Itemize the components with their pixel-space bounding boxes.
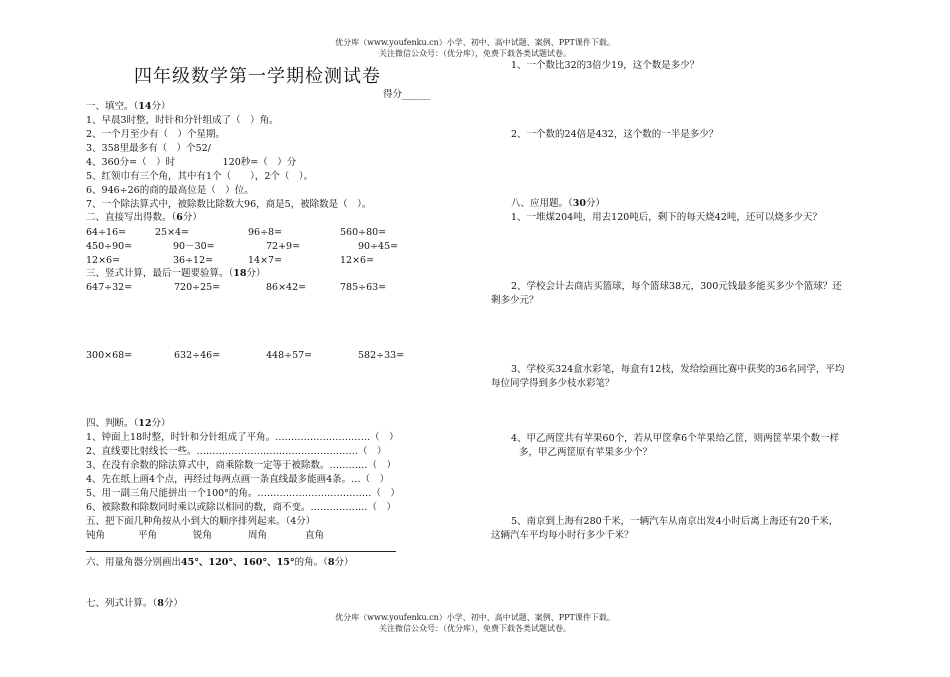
section-1-points: 14 [138, 101, 152, 112]
section-7-heading [86, 598, 183, 610]
word-problem-2-line-2: 剩多少元？ [491, 295, 539, 306]
word-problem-3-line-1: 3、学校买324盒水彩笔，每盒有12枝，发给绘画比赛中获奖的36名同学，平均 [511, 364, 845, 375]
section-4-tail: 分） [151, 418, 171, 429]
section-2-points: 6 [176, 212, 183, 223]
fill-item-1: 1、早晨3时整，时针和分针组成了（ ）角。 [86, 115, 279, 126]
section-6-heading [86, 557, 354, 569]
footer-line-1: 优分库（www.youfenku.cn）小学、初中、高中试题、案例、PPT课件下载。 [335, 613, 615, 622]
section-1-tail: 分） [151, 101, 171, 112]
angle-name: 周角 [248, 530, 268, 541]
fill-item-6: 6、946÷26的商的最高位是（ ）位。 [86, 185, 254, 196]
word-problem-2-line-1: 2、学校会计去商店买篮球，每个篮球38元，300元钱最多能买多少个篮球？还 [511, 281, 842, 292]
list-calc-q1: 1、一个数比32的3倍少19，这个数是多少？ [511, 60, 700, 71]
vertical-calc-cell: 582÷33= [358, 350, 405, 361]
section-7-points: 8 [157, 598, 164, 609]
section-6-points: 8 [327, 557, 335, 568]
vertical-calc-cell: 632÷46= [174, 350, 221, 361]
vertical-calc-cell: 785÷63= [340, 282, 387, 293]
calc-cell: 96÷8= [248, 227, 283, 238]
section-3-points: 18 [233, 268, 247, 279]
section-1-head: 一、填空。（ [86, 101, 139, 112]
section-2-tail: 分） [182, 212, 202, 223]
section-8-points: 30 [572, 198, 586, 209]
calc-cell: 64÷16= [86, 227, 127, 238]
section-7-head: 七、列式计算。（ [86, 598, 158, 609]
vertical-calc-cell: 647÷32= [86, 282, 133, 293]
section-2-head: 二、直接写出得数。（ [86, 212, 177, 223]
judge-item-2: 2、直线要比射线长一些。……………………………………………（ ） [86, 446, 387, 457]
section-3-head: 三、竖式计算，最后一题要验算。（ [86, 268, 234, 279]
list-calc-q2: 2、一个数的24倍是432，这个数的一半是多少？ [511, 129, 719, 140]
fill-item-5: 5、红领巾有三个角，其中有1个（ ），2个（ ）。 [86, 171, 314, 182]
fill-item-2: 2、一个月至少有（ ）个星期。 [86, 129, 226, 140]
calc-cell: 14×7= [248, 255, 283, 266]
calc-cell: 12×6= [86, 255, 121, 266]
angle-name: 直角 [305, 530, 325, 541]
word-problem-4-line-2: 多，甲乙两筐原有苹果多少个？ [519, 447, 653, 458]
judge-item-4: 4、先在纸上画4个点，再经过每两点画一条直线最多能画4条。…（ ） [86, 474, 390, 485]
calc-cell: 25×4= [155, 227, 190, 238]
calc-cell: 90÷45= [358, 241, 399, 252]
judge-item-1: 1、钟面上18时整，时针和分针组成了平角。…………………………（ ） [86, 432, 399, 443]
section-2-heading [86, 212, 202, 224]
judge-item-5: 5、用一副三角尺能拼出一个100°的角。………………………………（ ） [86, 488, 400, 499]
vertical-calc-cell: 86×42= [266, 282, 307, 293]
calc-cell: 90－30= [173, 241, 215, 252]
judge-item-3: 3、在没有余数的除法算式中，商乘除数一定等于被除数。…………（ ） [86, 460, 397, 471]
vertical-calc-cell: 300×68= [86, 350, 133, 361]
section-6-angles: 45°、120°、160°、15° [181, 557, 295, 568]
word-problem-5-line-2: 这辆汽车平均每小时行多少千米？ [491, 530, 634, 541]
section-6-tail: 分） [334, 557, 354, 568]
section-6-pre: 六、用量角器分别画出 [86, 557, 182, 568]
word-problem-4-line-1: 4、甲乙两筐共有苹果60个，若从甲筐拿6个苹果给乙筐，则两筐苹果个数一样 [511, 433, 840, 444]
section-8-tail: 分） [586, 198, 606, 209]
section-3-heading [86, 268, 266, 280]
footer-line-2: 关注微信公众号：（优分库），免费下载各类试题试卷。 [379, 624, 571, 633]
vertical-calc-cell: 720÷25= [174, 282, 221, 293]
angle-name: 锐角 [193, 530, 213, 541]
score-label: 得分______ [383, 89, 431, 100]
calc-cell: 36÷12= [173, 255, 214, 266]
section-6-mid: 的角。（ [294, 557, 328, 568]
judge-item-6: 6、被除数和除数同时乘以或除以相同的数，商不变。………………（ ） [86, 502, 397, 513]
fill-item-7: 7、一个除法算式中，被除数比除数大96，商是5，被除数是（ ）。 [86, 199, 372, 210]
word-problem-1: 1、一堆煤204吨，用去120吨后，剩下的每天烧42吨，还可以烧多少天？ [511, 212, 822, 223]
answer-line [86, 551, 396, 552]
section-8-heading [511, 198, 605, 210]
section-3-tail: 分） [246, 268, 266, 279]
header-line-2: 关注微信公众号：（优分库），免费下载各类试题试卷。 [379, 49, 571, 58]
calc-cell: 12×6= [340, 255, 375, 266]
word-problem-5-line-1: 5、南京到上海有280千米，一辆汽车从南京出发4小时后离上海还有20千米， [511, 516, 839, 527]
angle-name: 平角 [138, 530, 158, 541]
section-4-heading [86, 418, 171, 430]
vertical-calc-cell: 448÷57= [266, 350, 313, 361]
angle-name: 钝角 [86, 530, 106, 541]
section-4-points: 12 [138, 418, 152, 429]
calc-cell: 72+9= [266, 241, 301, 252]
fill-item-3: 3、358里最多有（ ）个52/ [86, 143, 211, 154]
section-1-heading [86, 101, 171, 113]
page-title: 四年级数学第一学期检测试卷 [134, 66, 381, 87]
section-8-head: 八、应用题。（ [511, 198, 573, 209]
calc-cell: 450÷90= [86, 241, 133, 252]
section-5-heading: 五、把下面几种角按从小到大的顺序排列起来。（4分） [86, 516, 316, 527]
calc-cell: 560÷80= [340, 227, 387, 238]
word-problem-3-line-2: 每位同学得到多少枝水彩笔？ [491, 378, 615, 389]
fill-item-4: 4、360分=（ ）时 120秒=（ ）分 [86, 157, 297, 168]
section-7-tail: 分） [163, 598, 183, 609]
section-4-head: 四、判断。（ [86, 418, 139, 429]
header-line-1: 优分库（www.youfenku.cn）小学、初中、高中试题、案例、PPT课件下载。 [335, 38, 615, 47]
